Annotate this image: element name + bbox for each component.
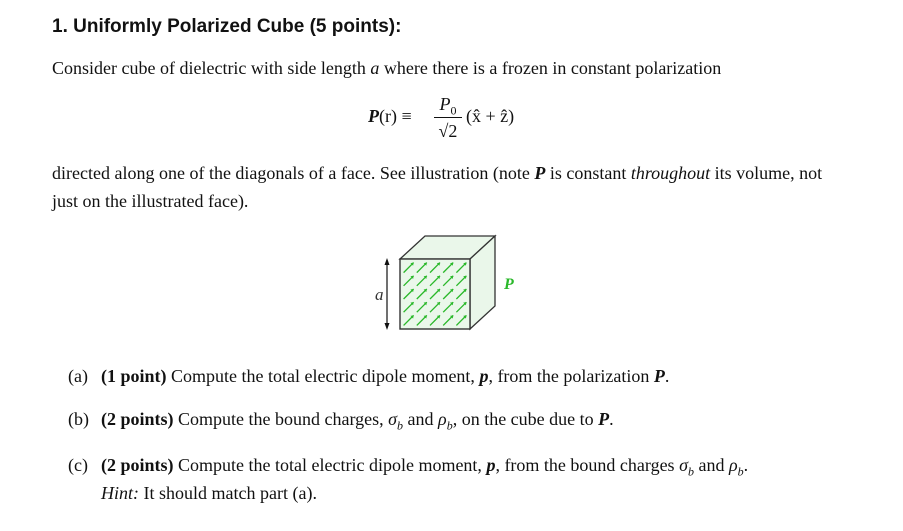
part-a bbox=[68, 362, 669, 390]
part-b-t3: , on the cube due to bbox=[452, 409, 599, 429]
side-length-var: a bbox=[370, 58, 380, 78]
hint-label: Hint: bbox=[101, 483, 139, 503]
part-a-label: (a) bbox=[68, 366, 88, 386]
intro-before: Consider cube of dielectric with side length bbox=[52, 58, 371, 78]
equation-lhs bbox=[368, 106, 412, 127]
part-a-t1: Compute the total electric dipole moment, bbox=[166, 366, 480, 386]
part-c-sigma-sub: b bbox=[687, 464, 694, 479]
part-c-hint bbox=[101, 479, 317, 507]
part-b bbox=[68, 405, 614, 440]
equation-fraction bbox=[434, 92, 462, 143]
desc-t3: its volume, not just on the illustrated face). bbox=[52, 163, 823, 211]
part-a-t3: . bbox=[664, 366, 670, 386]
part-b-sigma-sub: b bbox=[397, 418, 404, 433]
part-c-rho: ρ bbox=[728, 455, 738, 475]
desc-t2: is constant bbox=[545, 163, 631, 183]
eq-equiv: ≡ bbox=[401, 106, 412, 126]
part-a-dipole-symbol: p bbox=[479, 366, 489, 386]
part-b-t1: Compute the bound charges, bbox=[173, 409, 389, 429]
hint-text: It should match part (a). bbox=[139, 483, 317, 503]
side-length-label: a bbox=[375, 285, 384, 304]
part-c-t2: , from the bound charges bbox=[495, 455, 680, 475]
equation-rhs: (x̂ + ẑ) bbox=[466, 106, 515, 126]
problem-title: 1. Uniformly Polarized Cube (5 points): bbox=[52, 16, 402, 37]
intro-text bbox=[52, 54, 721, 82]
eq-lhs-args: (r) bbox=[379, 106, 397, 126]
part-c-sigma: σ bbox=[679, 455, 688, 475]
part-b-rho: ρ bbox=[438, 409, 447, 429]
side-length-arrow bbox=[385, 258, 390, 330]
intro-after: where there is a frozen in constant polarization bbox=[379, 58, 722, 78]
fraction-bar bbox=[434, 117, 462, 118]
eq-num-P: P bbox=[439, 94, 451, 114]
part-c-rho-sub: b bbox=[737, 464, 744, 479]
part-b-sigma: σ bbox=[388, 409, 398, 429]
desc-emph: throughout bbox=[630, 163, 711, 183]
part-b-label: (b) bbox=[68, 409, 89, 429]
desc-P: P bbox=[534, 163, 546, 183]
polarization-label: P bbox=[504, 276, 514, 293]
eq-numerator bbox=[434, 92, 462, 116]
eq-lhs-P: P bbox=[368, 106, 379, 126]
part-c-dipole-symbol: p bbox=[486, 455, 496, 475]
description-text bbox=[52, 159, 852, 215]
desc-t1: directed along one of the diagonals of a face. See illustration (note bbox=[52, 163, 535, 183]
part-c-t1: Compute the total electric dipole moment, bbox=[173, 455, 487, 475]
eq-denominator: √2 bbox=[438, 121, 458, 141]
part-c-t4: . bbox=[743, 455, 749, 475]
cube-illustration bbox=[365, 232, 525, 332]
part-b-points: (2 points) bbox=[101, 409, 174, 429]
part-a-points: (1 point) bbox=[101, 366, 167, 386]
part-a-t2: , from the polarization bbox=[488, 366, 654, 386]
eq-num-sub: 0 bbox=[450, 103, 457, 118]
part-b-polarization-symbol: P bbox=[598, 409, 610, 429]
part-b-rho-sub: b bbox=[446, 418, 453, 433]
part-c-label: (c) bbox=[68, 455, 88, 475]
part-c-points: (2 points) bbox=[101, 455, 174, 475]
part-b-t4: . bbox=[609, 409, 614, 429]
part-b-t2: and bbox=[403, 409, 439, 429]
part-c-t3: and bbox=[693, 455, 729, 475]
part-a-polarization-symbol: P bbox=[653, 366, 665, 386]
